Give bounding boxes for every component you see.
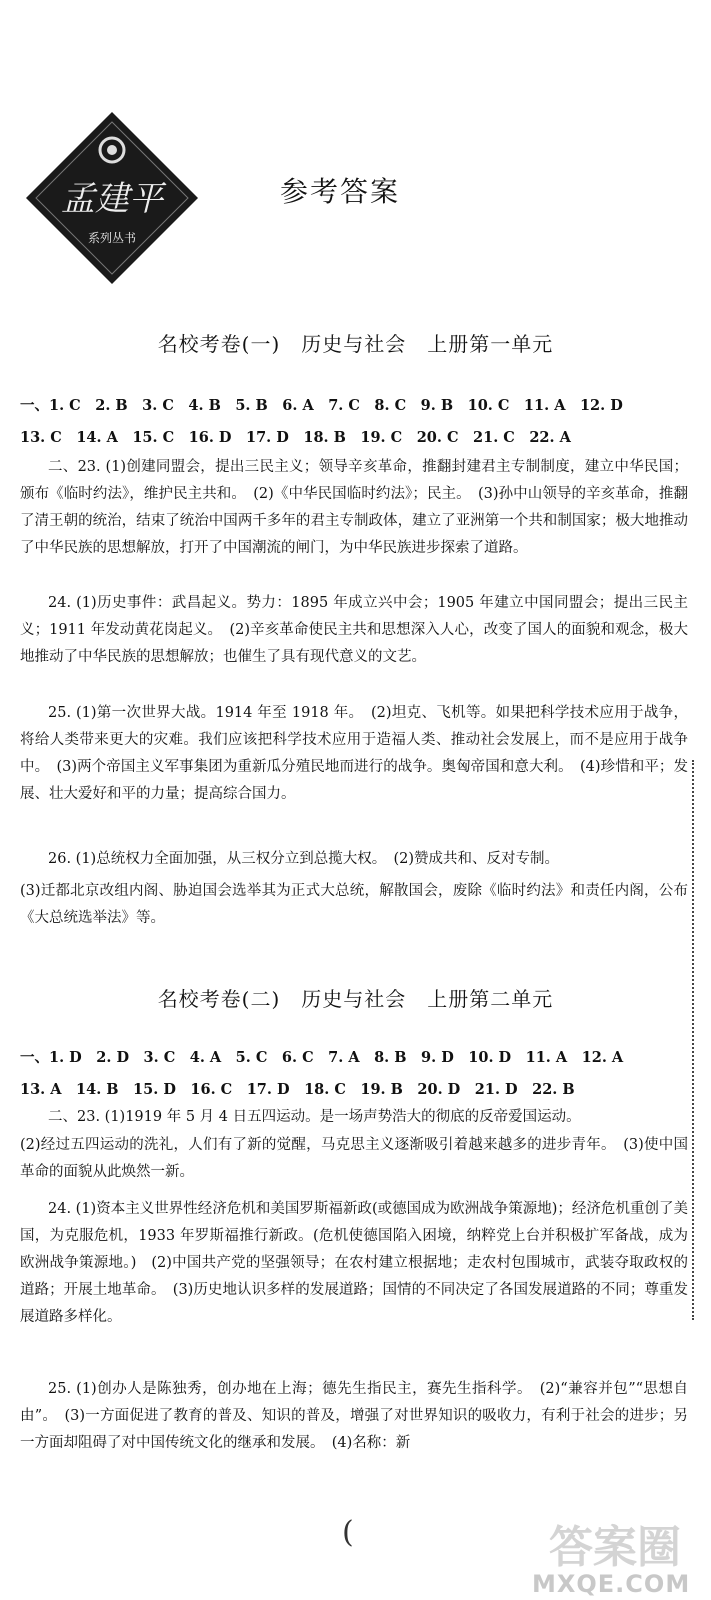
logo-series: 系列丛书	[87, 231, 137, 245]
page-title: 参考答案	[280, 175, 401, 208]
series-logo	[22, 108, 202, 288]
watermark-text: 答案圈	[549, 1522, 681, 1573]
section-2-heading: 名校考卷(二) 历史与社会 上册第二单元	[157, 987, 554, 1011]
logo-brand: 孟建平	[61, 179, 163, 219]
watermark-url: MXQE.COM	[532, 1570, 691, 1598]
section-2-q25: 25. (1)创办人是陈独秀，创办地在上海；德先生指民主，赛先生指科学。 (2)“兼容并包”“思想自由”。 (3)一方面促进了教育的普及、知识的普及，增强了对世界知识的吸收力，有利于社会的进步；另一方面却阻碍了对中国传统文化的继承和发展。 (4)名称：新	[20, 1381, 688, 1451]
page-number-mark: (	[342, 1515, 354, 1550]
section-2-mc-line-1: 一、1. D 2. D 3. C 4. A 5. C 6. C 7. A 8. B 9. D 10. D 11. A 12. A	[20, 1049, 624, 1066]
section-1-q23: 二、23. (1)创建同盟会，提出三民主义；领导辛亥革命，推翻封建君主专制制度，建立中华民国；颁布《临时约法》，维护民主共和。 (2)《中华民国临时约法》；民主。 (3)孙中山领导的辛亥革命，推翻了清王朝的统治，结束了统治中国两千多年的君主专制政体，建立了亚洲第一个共和制国家；极大地推动了中华民族的思想解放，打开了中国潮流的闸门，为中华民族进步探索了道路。	[20, 459, 688, 556]
section-1-q25: 25. (1)第一次世界大战。1914 年至 1918 年。 (2)坦克、飞机等。如果把科学技术应用于战争，将给人类带来更大的灾难。我们应该把科学技术应用于造福人类、推动社会发展上，而不是应用于战争中。 (3)两个帝国主义军事集团为重新瓜分殖民地而进行的战争。奥匈帝国和意大利。 (4)珍惜和平；发展、壮大爱好和平的力量；提高综合国力。	[20, 705, 688, 802]
section-1-mc-line-1: 一、1. C 2. B 3. C 4. B 5. B 6. A 7. C 8. C 9. B 10. C 11. A 12. D	[20, 397, 623, 414]
section-1-q26-part2: (3)迁都北京改组内阁、胁迫国会选举其为正式大总统，解散国会，废除《临时约法》和责任内阁，公布《大总统选举法》等。	[20, 883, 688, 926]
section-1-heading: 名校考卷(一) 历史与社会 上册第一单元	[157, 332, 554, 356]
binding-dotted-line	[692, 760, 694, 1320]
section-1-q26-part1: 26. (1)总统权力全面加强，从三权分立到总揽大权。 (2)赞成共和、反对专制。	[48, 851, 559, 867]
section-2-q23-part2: (2)经过五四运动的洗礼，人们有了新的觉醒，马克思主义逐渐吸引着越来越多的进步青年。 (3)使中国革命的面貌从此焕然一新。	[20, 1137, 688, 1180]
section-2-q24: 24. (1)资本主义世界性经济危机和美国罗斯福新政(或德国成为欧洲战争策源地)；经济危机重创了美国，为克服危机，1933 年罗斯福推行新政。(危机使德国陷入困境，纳粹党上台并积极扩军备战，成为欧洲战争策源地。) (2)中国共产党的坚强领导；在农村建立根据地；走农村包围城市，武装夺取政权的道路；开展土地革命。 (3)历史地认识多样的发展道路；国情的不同决定了各国发展道路的不同；尊重发展道路多样化。	[20, 1201, 688, 1325]
section-2-mc-line-2: 13. A 14. B 15. D 16. C 17. D 18. C 19. B 20. D 21. D 22. B	[20, 1081, 575, 1098]
section-1-mc-line-2: 13. C 14. A 15. C 16. D 17. D 18. B 19. C 20. C 21. C 22. A	[20, 429, 571, 446]
section-1-q24: 24. (1)历史事件：武昌起义。势力：1895 年成立兴中会；1905 年建立中国同盟会；提出三民主义；1911 年发动黄花岗起义。 (2)辛亥革命使民主共和思想深入人心，改变了国人的面貌和观念，极大地推动了中华民族的思想解放；也催生了具有现代意义的文艺。	[20, 595, 688, 665]
section-2-q23-part1: 二、23. (1)1919 年 5 月 4 日五四运动。是一场声势浩大的彻底的反帝爱国运动。	[48, 1109, 581, 1125]
